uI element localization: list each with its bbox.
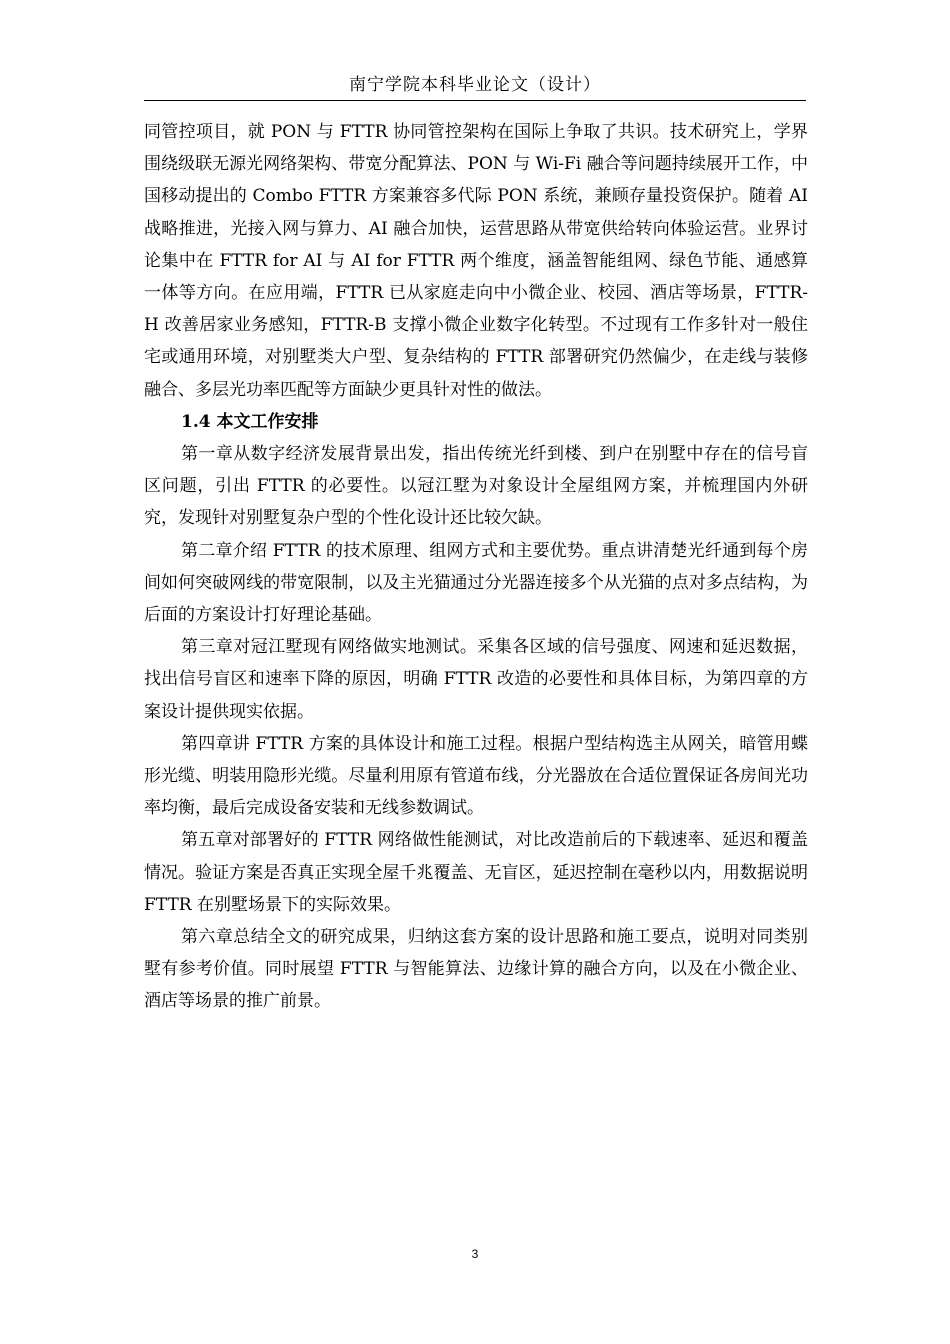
page-number: 3 — [471, 1247, 479, 1261]
paragraph-continuation: 同管控项目，就 PON 与 FTTR 协同管控架构在国际上争取了共识。技术研究上，学界围绕级联无源光网络架构、带宽分配算法、PON 与 Wi-Fi 融合等问题持续展开工作，中国移动提出的 Combo FTTR 方案兼容多代际 PON 系统，兼顾存量投资保护。随着 AI 战略推进，光接入网与算力、AI 融合加快，运营思路从带宽供给转向体验运营。业界讨论集中在 FTTR for AI 与 AI for FTTR 两个维度，涵盖智能组网、绿色节能、通感算一体等方向。在应用端，FTTR 已从家庭走向中小微企业、校园、酒店等场景，FTTR-H 改善居家业务感知，FTTR-B 支撑小微企业数字化转型。不过现有工作多针对一般住宅或通用环境，对别墅类大户型、复杂结构的 FTTR 部署研究仍然偏少，在走线与装修融合、多层光功率匹配等方面缺少更具针对性的做法。 — [144, 122, 808, 400]
paragraph-chapter-1: 第一章从数字经济发展背景出发，指出传统光纤到楼、到户在别墅中存在的信号盲区问题，引出 FTTR 的必要性。以冠江墅为对象设计全屋组网方案，并梳理国内外研究，发现针对别墅复杂户型的个性化设计还比较欠缺。 — [144, 444, 808, 529]
paragraph-chapter-4: 第四章讲 FTTR 方案的具体设计和施工过程。根据户型结构选主从网关，暗管用蝶形光缆、明装用隐形光缆。尽量利用原有管道布线，分光器放在合适位置保证各房间光功率均衡，最后完成设备安装和无线参数调试。 — [144, 733, 808, 819]
page-header: 南宁学院本科毕业论文（设计） — [349, 75, 601, 95]
paragraph-chapter-6: 第六章总结全文的研究成果，归纳这套方案的设计思路和施工要点，说明对同类别墅有参考价值。同时展望 FTTR 与智能算法、边缘计算的融合方向，以及在小微企业、酒店等场景的推广前景。 — [144, 927, 808, 1012]
header-rule — [144, 100, 806, 101]
section-heading: 1.4 本文工作安排 — [181, 411, 319, 432]
paragraph-chapter-3: 第三章对冠江墅现有网络做实地测试。采集各区域的信号强度、网速和延迟数据，找出信号盲区和速率下降的原因，明确 FTTR 改造的必要性和具体目标，为第四章的方案设计提供现实依据。 — [144, 637, 808, 722]
paragraph-chapter-2: 第二章介绍 FTTR 的技术原理、组网方式和主要优势。重点讲清楚光纤通到每个房间如何突破网线的带宽限制，以及主光猫通过分光器连接多个从光猫的点对多点结构，为后面的方案设计打好理论基础。 — [144, 540, 808, 626]
paragraph-chapter-5: 第五章对部署好的 FTTR 网络做性能测试，对比改造前后的下载速率、延迟和覆盖情况。验证方案是否真正实现全屋千兆覆盖、无盲区，延迟控制在毫秒以内，用数据说明 FTTR 在别墅场景下的实际效果。 — [144, 830, 808, 915]
body-text — [144, 116, 808, 1018]
